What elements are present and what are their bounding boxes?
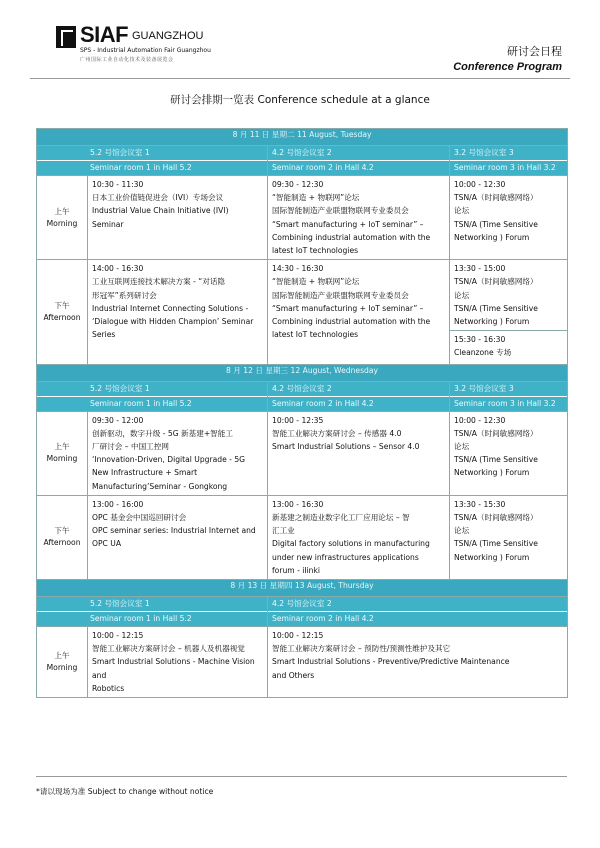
slot-label-en: Morning <box>46 663 78 673</box>
session-text: 国际智能制造产业联盟物联网专业委员会 <box>272 290 409 300</box>
session-text: Networking ) Forum <box>454 552 530 562</box>
session-text: 智能工业解决方案研讨会 – 传感器 4.0 <box>272 428 402 438</box>
session-content <box>88 412 267 495</box>
session-text: 论坛 <box>454 526 470 536</box>
session-row <box>37 627 568 698</box>
room-header <box>37 381 268 411</box>
session-text: Industrial Value Chain Initiative (IVI) <box>92 206 229 216</box>
room-name-en: Seminar room 1 in Hall 5.2 <box>90 614 192 624</box>
session-text: Industrial Internet Connecting Solutions - <box>92 303 249 313</box>
session-time: 10:00 - 12:30 <box>454 180 506 189</box>
room-header <box>268 381 450 411</box>
room-header <box>37 146 268 176</box>
session-text: “智能制造 + 物联网”论坛 <box>272 193 360 203</box>
room-name-cn: 5.2 号馆会议室 1 <box>37 382 267 397</box>
session-text: OPC UA <box>92 539 122 549</box>
session-text: OPC 基金会中国巡回研讨会 <box>92 513 187 523</box>
room-name-en: Seminar room 2 in Hall 4.2 <box>272 163 374 172</box>
day-header-row <box>37 364 568 381</box>
session-text: TSN/A（时间敏感网络） <box>454 428 538 438</box>
session-cell <box>450 260 568 364</box>
session-cell <box>268 495 450 579</box>
footer-divider <box>36 776 567 777</box>
room-name-en: Seminar room 1 in Hall 5.2 <box>90 398 192 408</box>
session-row <box>37 260 568 364</box>
session-text: forum - iIinki <box>272 565 320 575</box>
session-text: 日本工业价值链促进会（IVI）专场会议 <box>92 193 224 203</box>
session-content <box>268 627 567 684</box>
day-date: 8 月 11 日 星期二 11 August, Tuesday <box>37 129 568 146</box>
room-header-row <box>37 381 568 411</box>
logo-city: GUANGZHOU <box>132 30 204 42</box>
session-row <box>37 411 568 495</box>
session-text: 新基建之制造业数字化工厂应用论坛 – 智 <box>272 513 410 523</box>
slot-label-en: Morning <box>46 218 78 228</box>
session-text: latest IoT technologies <box>272 330 359 340</box>
session-text: 智能工业解决方案研讨会 – 机器人及机器视觉 <box>92 644 245 654</box>
session-text: “Smart manufacturing + IoT seminar” – <box>272 303 424 313</box>
session-content <box>268 412 449 456</box>
session-text: Smart Industrial Solutions - Preventive/Predictive Maintenance <box>272 657 510 667</box>
session-content <box>450 412 567 482</box>
session-cell <box>450 176 568 260</box>
session-text: Smart Industrial Solutions – Sensor 4.0 <box>272 442 420 452</box>
header-title-cn: 研讨会日程 <box>507 45 562 58</box>
session-row <box>37 176 568 260</box>
session-text: 形冠军”系列研讨会 <box>92 290 157 300</box>
room-name-cn: 4.2 号馆会议室 2 <box>268 382 449 397</box>
session-content <box>88 496 267 553</box>
session-text: “Smart manufacturing + IoT seminar” – <box>272 219 424 229</box>
time-slot-label <box>37 176 88 260</box>
session-content <box>450 260 567 363</box>
session-time: 13:00 - 16:30 <box>272 499 324 509</box>
session-cell <box>88 260 268 364</box>
session-time: 15:30 - 16:30 <box>454 335 506 345</box>
session-text: 工业互联网连接技术解决方案 - “对话隐 <box>92 277 225 287</box>
time-slot-label <box>37 411 88 495</box>
session-content <box>88 176 267 233</box>
slot-label-cn: 上午 <box>54 442 70 452</box>
session-text: 智能工业解决方案研讨会 – 预防性/预测性维护及其它 <box>272 644 451 654</box>
slot-label-cn: 上午 <box>54 206 70 216</box>
session-text: 创新驱动，数字升级 - 5G 新基建+智能工 <box>92 428 233 438</box>
room-name-cn: 4.2 号馆会议室 2 <box>268 597 567 612</box>
session-content <box>450 496 567 566</box>
header-title-en: Conference Program <box>453 61 562 73</box>
footnote: *请以现场为准 Subject to change without notice <box>36 787 214 796</box>
extra-session <box>450 330 567 361</box>
session-text: OPC seminar series: Industrial Internet and <box>92 526 256 536</box>
siaf-logo <box>56 24 216 68</box>
room-header <box>450 146 568 176</box>
header-divider <box>30 78 570 79</box>
session-text: 论坛 <box>454 442 470 452</box>
session-content <box>88 627 267 697</box>
room-name-en: Seminar room 3 in Hall 3.2 <box>454 163 556 172</box>
session-text: Networking ) Forum <box>454 468 530 478</box>
room-name-en: Seminar room 3 in Hall 3.2 <box>454 398 556 408</box>
session-text: 论坛 <box>454 206 470 216</box>
session-text: TSN/A (Time Sensitive <box>454 539 538 549</box>
session-time: 09:30 - 12:30 <box>272 180 324 189</box>
session-time: 13:00 - 16:00 <box>92 499 144 509</box>
slot-label-en: Morning <box>46 454 78 464</box>
logo-brand: SIAF <box>80 22 129 47</box>
session-text: Series <box>92 330 116 340</box>
session-cell <box>88 411 268 495</box>
session-text: TSN/A（时间敏感网络） <box>454 277 538 287</box>
room-name-en: Seminar room 2 in Hall 4.2 <box>272 614 374 624</box>
time-slot-label <box>37 495 88 579</box>
session-time: 10:00 - 12:15 <box>272 631 324 641</box>
session-text: 厂研讨会 – 中国工控网 <box>92 442 169 452</box>
session-time: 10:30 - 11:30 <box>92 180 144 189</box>
session-time: 13:30 - 15:00 <box>454 264 506 274</box>
session-cell <box>268 411 450 495</box>
room-name-cn: 5.2 号馆会议室 1 <box>37 146 267 161</box>
slot-label-en: Afternoon <box>43 312 81 322</box>
room-header <box>37 597 268 627</box>
session-content <box>268 260 449 343</box>
session-text: Smart Industrial Solutions - Machine Vision and <box>92 657 255 680</box>
document-title: 研讨会排期一览表 Conference schedule at a glance <box>170 94 430 106</box>
day-date: 8 月 13 日 星期四 13 August, Thursday <box>37 580 568 597</box>
room-header-row <box>37 146 568 176</box>
session-text: Manufacturing’Seminar - Gongkong <box>92 481 228 491</box>
session-text: TSN/A (Time Sensitive <box>454 303 538 313</box>
room-name-en: Seminar room 1 in Hall 5.2 <box>90 163 192 172</box>
session-text: Networking ) Forum <box>454 232 530 242</box>
session-text: ‘Dialogue with Hidden Champion’ Seminar <box>92 317 254 327</box>
session-text: Robotics <box>92 683 125 693</box>
session-cell <box>88 176 268 260</box>
session-cell <box>450 411 568 495</box>
session-text: Networking ) Forum <box>454 317 530 327</box>
session-text: TSN/A（时间敏感网络） <box>454 513 538 523</box>
session-cell <box>268 176 450 260</box>
session-cell <box>268 627 568 698</box>
day-date: 8 月 12 日 星期三 12 August, Wednesday <box>37 364 568 381</box>
slot-label-cn: 下午 <box>54 526 70 536</box>
session-cell <box>450 495 568 579</box>
session-text: New Infrastructure + Smart <box>92 468 198 478</box>
session-text: and Others <box>272 670 315 680</box>
session-text: ‘Innovation-Driven, Digital Upgrade - 5G <box>92 455 246 465</box>
session-content <box>88 260 267 343</box>
session-content <box>268 496 449 579</box>
logo-subtitle-cn: 广州国际工业自动化技术及装备展览会 <box>80 57 174 63</box>
session-time: 10:00 - 12:35 <box>272 415 324 425</box>
session-text: latest IoT technologies <box>272 246 359 256</box>
day-header-row <box>37 580 568 597</box>
siaf-logo-mark-icon <box>56 26 76 48</box>
session-text: Digital factory solutions in manufacturing <box>272 539 430 549</box>
room-header <box>268 146 450 176</box>
session-text: Cleanzone 专场 <box>454 348 512 358</box>
logo-subtitle-en: SPS - Industrial Automation Fair Guangzhou <box>80 47 211 54</box>
schedule-table <box>36 128 568 698</box>
session-content <box>268 176 449 259</box>
room-name-cn: 5.2 号馆会议室 1 <box>37 597 267 612</box>
slot-label-cn: 上午 <box>54 651 70 661</box>
slot-label-cn: 下午 <box>54 300 70 310</box>
session-time: 09:30 - 12:00 <box>92 415 144 425</box>
session-text: under new infrastructures applications <box>272 552 419 562</box>
page-header <box>0 0 600 80</box>
room-header <box>268 597 568 627</box>
slot-label-en: Afternoon <box>43 538 81 548</box>
session-text: TSN/A (Time Sensitive <box>454 455 538 465</box>
session-time: 14:30 - 16:30 <box>272 264 324 274</box>
time-slot-label <box>37 260 88 364</box>
session-row <box>37 495 568 579</box>
session-text: Combining industrial automation with the <box>272 317 431 327</box>
session-time: 14:00 - 16:30 <box>92 264 144 274</box>
day-header-row <box>37 129 568 146</box>
session-text: “智能制造 + 物联网”论坛 <box>272 277 360 287</box>
session-text: 论坛 <box>454 290 470 300</box>
session-text: TSN/A（时间敏感网络） <box>454 193 538 203</box>
room-name-en: Seminar room 2 in Hall 4.2 <box>272 398 374 408</box>
session-time: 10:00 - 12:15 <box>92 631 144 641</box>
session-time: 10:00 - 12:30 <box>454 415 506 425</box>
session-cell <box>268 260 450 364</box>
room-header <box>450 381 568 411</box>
room-name-cn: 3.2 号馆会议室 3 <box>450 146 567 161</box>
session-cell <box>88 627 268 698</box>
session-text: TSN/A (Time Sensitive <box>454 219 538 229</box>
header-title <box>453 43 562 73</box>
session-text: 国际智能制造产业联盟物联网专业委员会 <box>272 206 409 216</box>
session-content <box>450 176 567 246</box>
session-text: Combining industrial automation with the <box>272 232 431 242</box>
room-name-cn: 3.2 号馆会议室 3 <box>450 382 567 397</box>
time-slot-label <box>37 627 88 698</box>
session-text: 汇工业 <box>272 526 295 536</box>
session-time: 13:30 - 15:30 <box>454 499 506 509</box>
session-text: Seminar <box>92 219 124 229</box>
session-cell <box>88 495 268 579</box>
room-header-row <box>37 597 568 627</box>
room-name-cn: 4.2 号馆会议室 2 <box>268 146 449 161</box>
